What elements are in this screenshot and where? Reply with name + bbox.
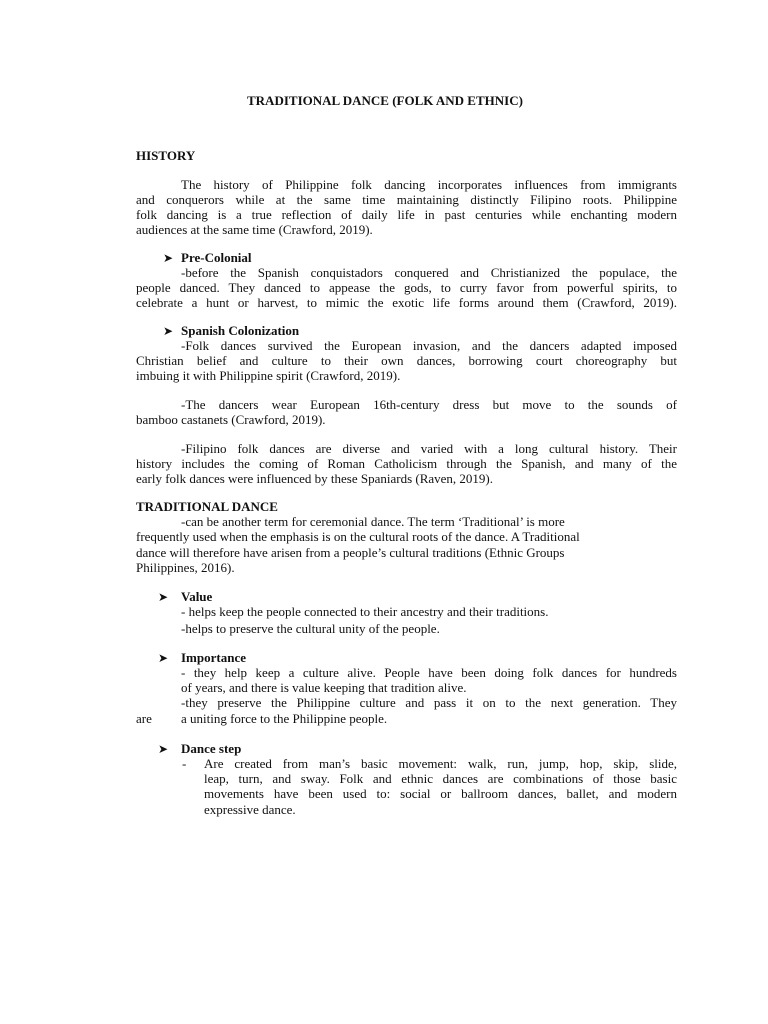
arrow-bullet-icon: ➤ <box>158 651 169 665</box>
value-line-2: -helps to preserve the cultural unity of the people. <box>181 621 440 636</box>
importance-line-3: -they preserve the Philippine culture and pass it on to the next generation. They <box>181 695 677 710</box>
arrow-bullet-icon: ➤ <box>163 251 174 265</box>
arrow-bullet-icon: ➤ <box>158 590 169 604</box>
value-line-1: - helps keep the people connected to their ancestry and their traditions. <box>181 604 549 619</box>
spanish-p1-line-2: Christian belief and culture to their own dances, borrowing court choreography but <box>136 353 677 368</box>
spanish-p3-line-1: -Filipino folk dances are diverse and varied with a long cultural history. Their <box>181 441 677 456</box>
dancestep-line-1: Are created from man’s basic movement: walk, run, jump, hop, skip, slide, <box>204 756 677 771</box>
importance-are-word: are <box>136 711 152 726</box>
dancestep-dash: - <box>182 756 187 771</box>
history-intro-line-3: folk dancing is a true reflection of daily life in past centuries while enchanting modern <box>136 207 677 222</box>
dancestep-line-2: leap, turn, and sway. Folk and ethnic dances are combinations of those basic <box>204 771 677 786</box>
document-title: TRADITIONAL DANCE (FOLK AND ETHNIC) <box>247 93 523 108</box>
value-heading: Value <box>181 589 213 604</box>
traditional-line-2: frequently used when the emphasis is on the cultural roots of the dance. A Traditional <box>136 529 580 544</box>
history-intro-line-1: The history of Philippine folk dancing incorporates influences from immigrants <box>181 177 677 192</box>
dancestep-heading: Dance step <box>181 741 242 756</box>
precolonial-line-1: -before the Spanish conquistadors conquered and Christianized the populace, the <box>181 265 677 280</box>
history-intro-line-4: audiences at the same time (Crawford, 2019). <box>136 222 373 237</box>
traditional-line-3: dance will therefore have arisen from a people’s cultural traditions (Ethnic Groups <box>136 545 565 560</box>
traditional-line-1: -can be another term for ceremonial dance. The term ‘Traditional’ is more <box>181 514 565 529</box>
spanish-p1-line-1: -Folk dances survived the European invasion, and the dancers adapted imposed <box>181 338 677 353</box>
arrow-bullet-icon: ➤ <box>163 324 174 338</box>
precolonial-line-3: celebrate a hunt or harvest, to mimic the exotic life forms around them (Crawford, 2019). <box>136 295 677 310</box>
spanish-heading: Spanish Colonization <box>181 323 300 338</box>
history-heading: HISTORY <box>136 148 196 163</box>
spanish-p3-line-3: early folk dances were influenced by these Spaniards (Raven, 2019). <box>136 471 494 486</box>
importance-line-4: a uniting force to the Philippine people. <box>181 711 388 726</box>
importance-heading: Importance <box>181 650 246 665</box>
dancestep-line-4: expressive dance. <box>204 802 296 817</box>
traditional-line-4: Philippines, 2016). <box>136 560 235 575</box>
precolonial-line-2: people danced. They danced to appease the gods, to curry favor from powerful spirits, to <box>136 280 677 295</box>
history-intro-line-2: and conquerors while at the same time maintaining distinctly Filipino roots. Philippine <box>136 192 677 207</box>
traditional-heading: TRADITIONAL DANCE <box>136 499 278 514</box>
spanish-p1-line-3: imbuing it with Philippine spirit (Crawford, 2019). <box>136 368 401 383</box>
precolonial-heading: Pre-Colonial <box>181 250 252 265</box>
dancestep-line-3: movements have been used to: social or ballroom dances, ballet, and modern <box>204 786 677 801</box>
importance-line-1: - they help keep a culture alive. People have been doing folk dances for hundreds <box>181 665 677 680</box>
importance-line-2: of years, and there is value keeping that tradition alive. <box>181 680 467 695</box>
spanish-p2-line-1: -The dancers wear European 16th-century dress but move to the sounds of <box>181 397 677 412</box>
spanish-p3-line-2: history includes the coming of Roman Catholicism through the Spanish, and many of the <box>136 456 677 471</box>
spanish-p2-line-2: bamboo castanets (Crawford, 2019). <box>136 412 326 427</box>
arrow-bullet-icon: ➤ <box>158 742 169 756</box>
